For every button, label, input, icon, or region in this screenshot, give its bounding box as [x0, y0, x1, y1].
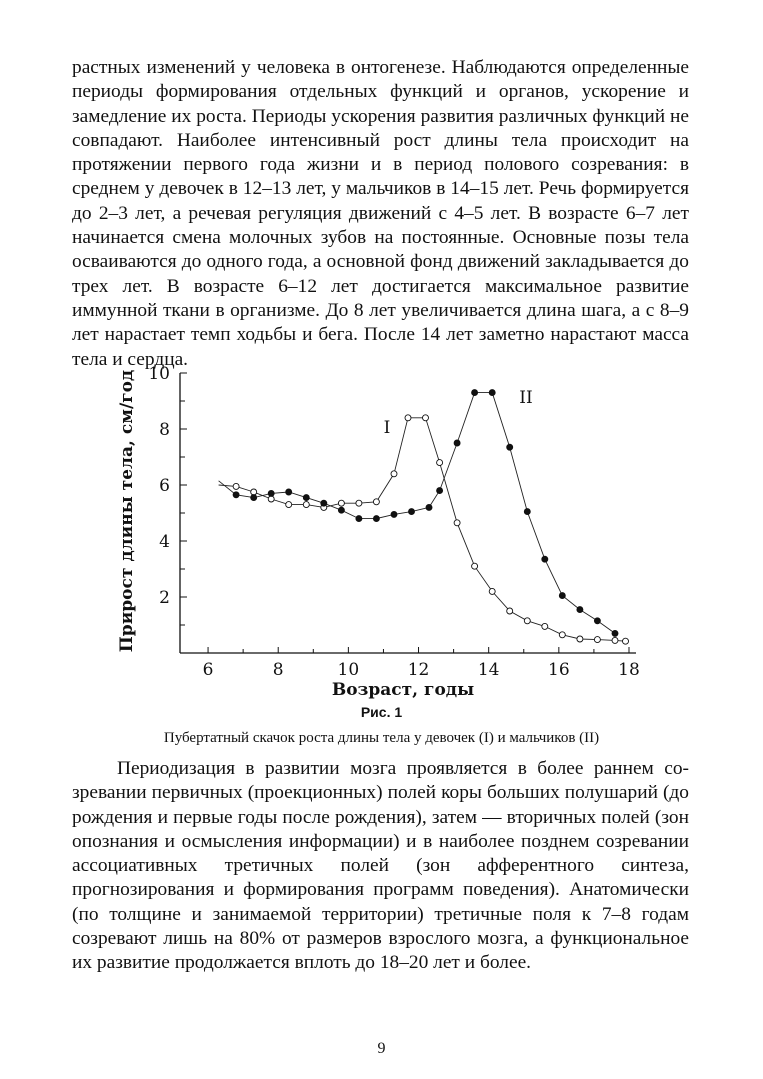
figure-label: Рис. 1: [360, 704, 403, 720]
y-tick-label: 8: [159, 420, 170, 440]
data-point-II: [454, 440, 460, 446]
data-point-II: [338, 507, 344, 513]
data-point-I: [251, 489, 257, 495]
y-tick-label: 4: [159, 532, 170, 552]
figure-caption: Пубертатный скачок роста длины тела у девочек (I) и мальчиков (II): [163, 730, 600, 746]
data-point-II: [489, 390, 495, 396]
data-point-I: [524, 618, 530, 624]
x-tick-label: 16: [548, 660, 570, 680]
chart-axes: [148, 364, 639, 680]
data-point-I: [623, 638, 629, 644]
y-tick-label: 2: [159, 588, 170, 608]
data-point-II: [559, 593, 565, 599]
x-tick-label: 6: [202, 660, 214, 680]
y-tick-label: 10: [148, 364, 170, 384]
data-point-II: [356, 516, 362, 522]
data-point-II: [373, 516, 379, 522]
data-point-II: [321, 500, 327, 506]
series-line-I: [219, 418, 626, 641]
data-point-I: [542, 623, 548, 629]
data-point-II: [507, 444, 513, 450]
data-point-I: [612, 637, 618, 643]
data-point-II: [268, 490, 274, 496]
data-point-II: [577, 607, 583, 613]
body-paragraph-2: Периодизация в развитии мозга проявляется в более раннем созревании первичных (проекционных) полей коры больших полушарий (до рождения и первые годы после рождения), затем — вторичных полей (зон опознания и осмысления информации) и в наиболее позднем созревании ассоциативных третичных полей (зон афферентного синтеза, прогнозирования и формирования программ поведения). Анатомически (по толщине и занимаемой территории) третичные поля к 7–8 годам созревают лишь на 80% от размеров взрослого мозга, а функциональное их развитие продолжается вплоть до 18–20 лет и более.: [72, 758, 689, 974]
data-point-I: [489, 588, 495, 594]
x-tick-label: 8: [272, 660, 284, 680]
data-point-II: [472, 390, 478, 396]
y-tick-label: 6: [159, 476, 170, 496]
data-point-I: [391, 471, 397, 477]
data-point-II: [233, 492, 239, 498]
x-tick-label: 18: [618, 660, 640, 680]
growth-velocity-chart: [110, 363, 650, 703]
x-tick-label: 12: [407, 660, 430, 680]
data-point-II: [524, 509, 530, 515]
x-axis-title: Возраст, годы: [331, 680, 475, 700]
series-line-II: [219, 393, 615, 634]
data-point-I: [594, 637, 600, 643]
data-point-II: [409, 509, 415, 515]
y-axis-title: Прирост длины тела, см/год: [117, 369, 137, 653]
data-point-I: [559, 632, 565, 638]
data-point-II: [594, 618, 600, 624]
data-point-I: [233, 483, 239, 489]
x-tick-label: 14: [477, 660, 500, 680]
data-point-II: [437, 488, 443, 494]
data-point-I: [507, 608, 513, 614]
data-point-I: [373, 499, 379, 505]
data-point-II: [391, 511, 397, 517]
data-point-II: [286, 489, 292, 495]
data-point-II: [542, 556, 548, 562]
data-point-I: [454, 520, 460, 526]
page-number: 9: [377, 1040, 386, 1057]
data-point-I: [268, 496, 274, 502]
data-point-II: [612, 630, 618, 636]
data-point-I: [303, 502, 309, 508]
data-point-I: [356, 500, 362, 506]
data-point-I: [437, 460, 443, 466]
data-point-I: [423, 415, 429, 421]
data-point-I: [577, 636, 583, 642]
series-label-girls: I: [383, 418, 391, 438]
data-point-I: [338, 500, 344, 506]
data-point-I: [286, 502, 292, 508]
data-point-I: [472, 563, 478, 569]
series-label-boys: II: [519, 388, 533, 408]
data-point-II: [303, 495, 309, 501]
body-paragraph-1: растных изменений у человека в онтогенезе. Наблюдаются определенные периоды формирования отдельных функций и органов, ускорение и замедление их роста. Периоды ускорения развития различных функций не совпадают. Наиболее интенсивный рост длины тела происходит на протяжении первого года жизни и в период полового созревания: в среднем у девочек в 12–13 лет, у мальчиков в 14–15 лет. Речь формируется до 2–3 лет, а речевая регуляция движений с 4–5 лет. В возрасте 6–7 лет начинается смена молочных зубов на постоянные. Основные позы тела осваиваются до одного года, а основной фонд движений закладывается до трех лет. В возрасте 6–12 лет достигается максимальное развитие иммунной ткани в организме. До 8 лет увеличивается длина шага, а с 8–9 лет нарастает темп ходьбы и бега. После 14 лет заметно нарастают масса тела и сердца.: [72, 57, 689, 370]
x-tick-label: 10: [337, 660, 360, 680]
chart-series-layer: [219, 390, 629, 645]
data-point-I: [405, 415, 411, 421]
data-point-II: [426, 504, 432, 510]
data-point-II: [251, 495, 257, 501]
